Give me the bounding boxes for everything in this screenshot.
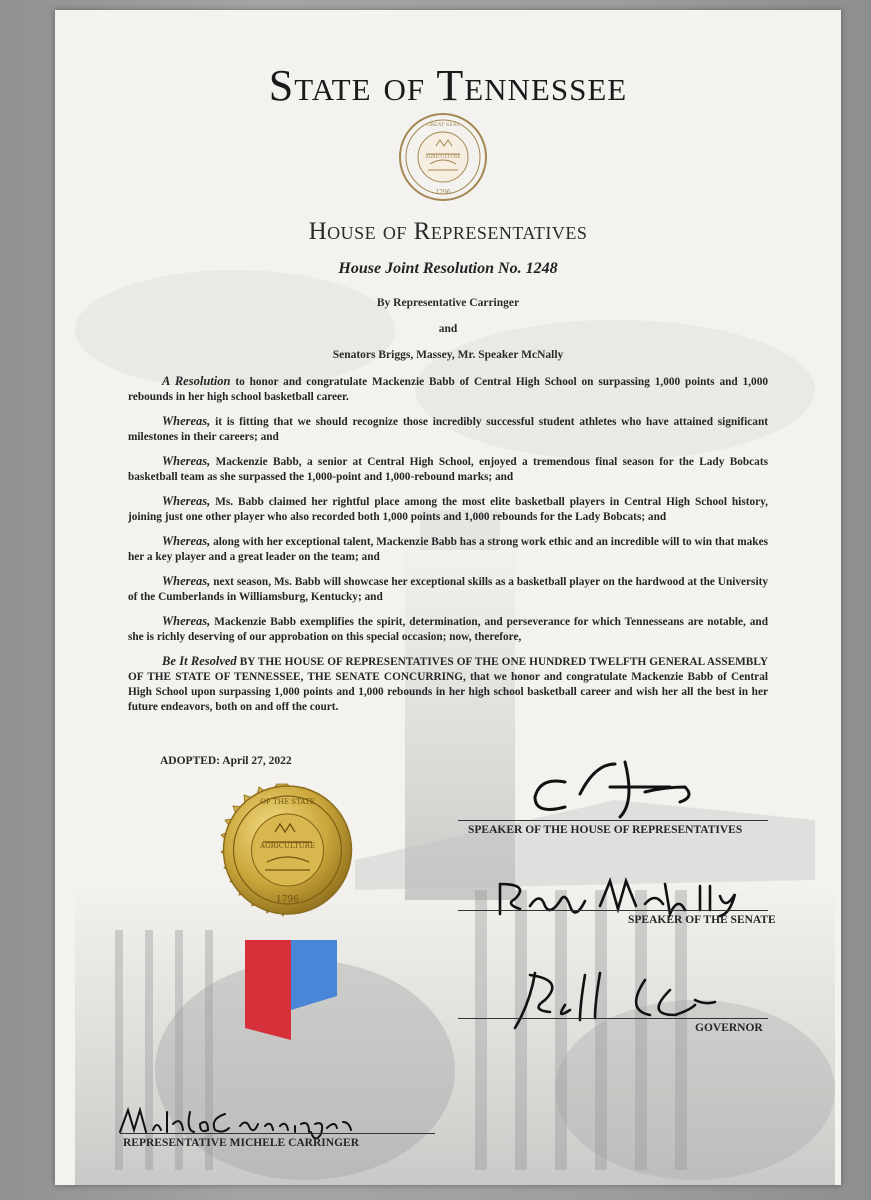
ribbon-red xyxy=(245,940,291,1040)
svg-text:AGRICULTURE: AGRICULTURE xyxy=(260,842,315,850)
adopted-date: ADOPTED: April 27, 2022 xyxy=(160,755,292,767)
signature-line xyxy=(458,910,768,911)
svg-text:1796: 1796 xyxy=(276,895,299,905)
governor-label: GOVERNOR xyxy=(695,1022,763,1034)
sponsor-line: By Representative Carringer xyxy=(376,297,520,309)
whereas-paragraph: Whereas, Ms. Babb claimed her rightful place among the most elite basketball players in Central High School history, joining just one other player who also recorded both 1,000 points and 1,000 rebounds for the Lady Bobcats; and xyxy=(128,494,768,523)
senators-line: Senators Briggs, Massey, Mr. Speaker McNally xyxy=(332,349,564,361)
document-title: State of Tennessee xyxy=(268,61,628,110)
svg-text:1796: 1796 xyxy=(435,189,451,196)
whereas-paragraph: Whereas, it is fitting that we should recognize those incredibly successful student athletes who have attained significant milestones in their careers; and xyxy=(128,414,768,443)
signature-line xyxy=(120,1133,435,1134)
gold-seal-icon xyxy=(195,770,380,955)
whereas-paragraph: Whereas, Mackenzie Babb, a senior at Central High School, enjoyed a tremendous final season for the Lady Bobcats basketball team as she surpassed the 1,000-point and 1,000-rebound marks; and xyxy=(128,454,768,483)
representative-label: REPRESENTATIVE MICHELE CARRINGER xyxy=(123,1137,359,1149)
whereas-paragraph: Whereas, Mackenzie Babb exemplifies the spirit, determination, and perseverance for which Tennesseans are notable, and she is richly deserving of our approbation on this special occasion; now, therefore, xyxy=(128,614,768,643)
speaker-house-signature xyxy=(525,752,725,822)
svg-text:AGRICULTURE: AGRICULTURE xyxy=(425,155,461,160)
state-seal-icon xyxy=(398,112,488,202)
resolved-paragraph: Be It Resolved BY THE HOUSE OF REPRESENTATIVES OF THE ONE HUNDRED TWELFTH GENERAL ASSEMBLY OF THE STATE OF TENNESSEE, THE SENATE CONCURRING, that we honor and congratulate Mackenzie Babb of Central High School upon surpassing 1,000 points and 1,000 rebounds in her high school basketball career and wish her all the best in her future endeavors, both on and off the court. xyxy=(128,654,768,713)
and-line: and xyxy=(438,323,458,335)
speaker-senate-label: SPEAKER OF THE SENATE xyxy=(628,914,776,926)
resolution-body xyxy=(128,374,768,724)
speaker-house-label: SPEAKER OF THE HOUSE OF REPRESENTATIVES xyxy=(468,824,743,836)
whereas-paragraph: Whereas, next season, Ms. Babb will showcase her exceptional skills as a basketball player on the hardwood at the University of the Cumberlands in Williamsburg, Kentucky; and xyxy=(128,574,768,603)
resolution-paragraph: A Resolution to honor and congratulate Mackenzie Babb of Central High School on surpassing 1,000 points and 1,000 rebounds in her high school basketball career. xyxy=(128,374,768,403)
signature-line xyxy=(458,820,768,821)
resolution-number: House Joint Resolution No. 1248 xyxy=(338,260,558,277)
resolution-document xyxy=(55,10,841,1185)
representative-signature xyxy=(115,1102,365,1142)
whereas-paragraph: Whereas, along with her exceptional talent, Mackenzie Babb has a strong work ethic and an incredible will to win that makes her a key player and a great leader on the team; and xyxy=(128,534,768,563)
svg-text:OF THE STATE: OF THE STATE xyxy=(260,798,315,806)
svg-text:GREAT SEAL: GREAT SEAL xyxy=(426,122,460,128)
signature-line xyxy=(458,1018,768,1019)
chamber-heading: House of Representatives xyxy=(308,218,588,245)
